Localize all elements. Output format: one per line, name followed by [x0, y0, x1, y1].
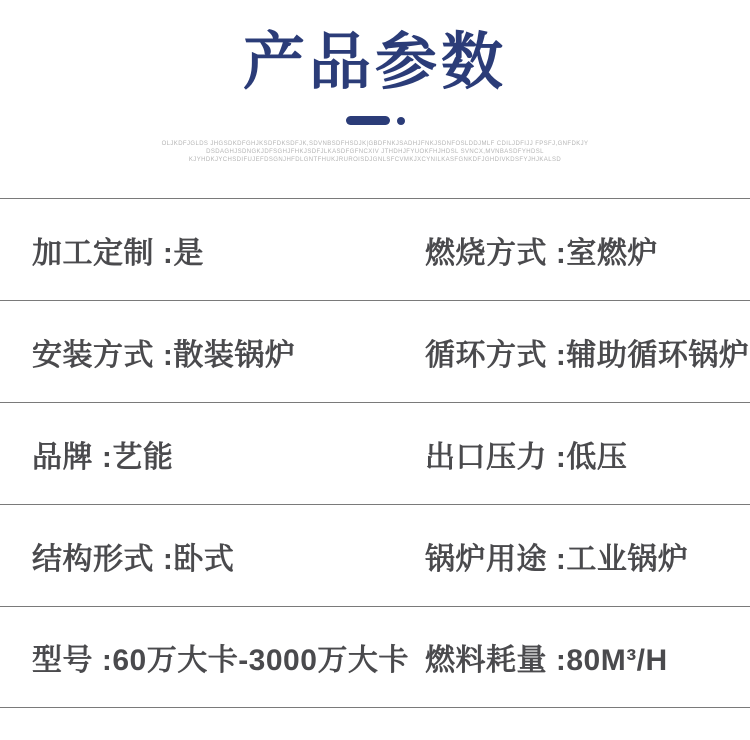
spec-cell: [425, 635, 750, 679]
spec-separator: :: [93, 440, 113, 474]
spec-separator: :: [547, 338, 567, 372]
spec-label: 锅炉用途: [425, 542, 547, 576]
dash-dot-icon: [397, 117, 405, 125]
spec-label: 品牌: [32, 440, 93, 474]
table-row: [0, 504, 750, 606]
fineprint-line: KJYHDKJYCHSDIFUJEFDSGNJHFDLGNTFHUKJRUROISDJGNLSFCVMKJXCYNILKASFGNKDFJGHDIVKDSFYJHJKALSD: [188, 157, 562, 163]
spec-label: 安装方式: [32, 338, 154, 372]
spec-separator: :: [547, 542, 567, 576]
spec-separator: :: [547, 236, 567, 270]
spec-cell: [425, 228, 750, 272]
spec-cell: [425, 432, 750, 476]
spec-cell: [0, 635, 425, 679]
spec-separator: :: [154, 542, 174, 576]
spec-label: 结构形式: [32, 542, 154, 576]
decorative-fineprint: [0, 140, 750, 164]
spec-cell: [425, 330, 750, 374]
spec-separator: :: [547, 440, 567, 474]
title-underline-decoration: [0, 116, 750, 125]
spec-label: 燃烧方式: [425, 236, 547, 270]
spec-label: 出口压力: [425, 440, 547, 474]
header: [0, 28, 750, 164]
table-row: [0, 402, 750, 504]
spec-label: 循环方式: [425, 338, 547, 372]
spec-value: 60万大卡-3000万大卡: [112, 644, 409, 677]
spec-cell: [0, 534, 425, 578]
spec-separator: :: [154, 338, 174, 372]
table-row: [0, 300, 750, 402]
spec-value: 艺能: [112, 440, 174, 474]
spec-cell: [0, 228, 425, 272]
page-title: 产品参数: [242, 28, 507, 97]
spec-value: 室燃炉: [566, 236, 658, 270]
spec-separator: :: [154, 236, 174, 270]
spec-cell: [0, 432, 425, 476]
spec-table: [0, 198, 750, 708]
spec-separator: :: [93, 644, 113, 677]
spec-value: 卧式: [173, 542, 235, 576]
spec-value: 工业锅炉: [566, 542, 689, 576]
spec-cell: [0, 330, 425, 374]
spec-value: 低压: [566, 440, 628, 474]
spec-value: 80M³/H: [566, 644, 668, 677]
spec-value: 散装锅炉: [173, 338, 296, 372]
spec-value: 辅助循环锅炉: [566, 338, 750, 372]
spec-cell: [425, 534, 750, 578]
spec-label: 燃料耗量: [425, 644, 547, 677]
spec-value: 是: [173, 236, 204, 270]
spec-label: 加工定制: [32, 236, 154, 270]
fineprint-line: OLJKDFJGLDS JHGSDKDFGHJKSDFDKSDFJK,SDVNBSDFHSDJK|GBDFNKJSADHJFNKJSDNFOSLDDJMLF CDILJDFIJJ FPSFJ,GNFDKJY: [161, 141, 589, 147]
spec-separator: :: [547, 644, 567, 677]
spec-label: 型号: [32, 644, 93, 677]
dash-bar-icon: [346, 116, 390, 125]
fineprint-line: DSDAGHJSDNGKJDFSGHJFHKJSDFJLKASDFGFNCXIV JTHDHJFYUOKFHJHDSL SVNCX,MVNBASDFYHDSL: [206, 149, 544, 155]
table-row: [0, 198, 750, 300]
table-row: [0, 606, 750, 708]
